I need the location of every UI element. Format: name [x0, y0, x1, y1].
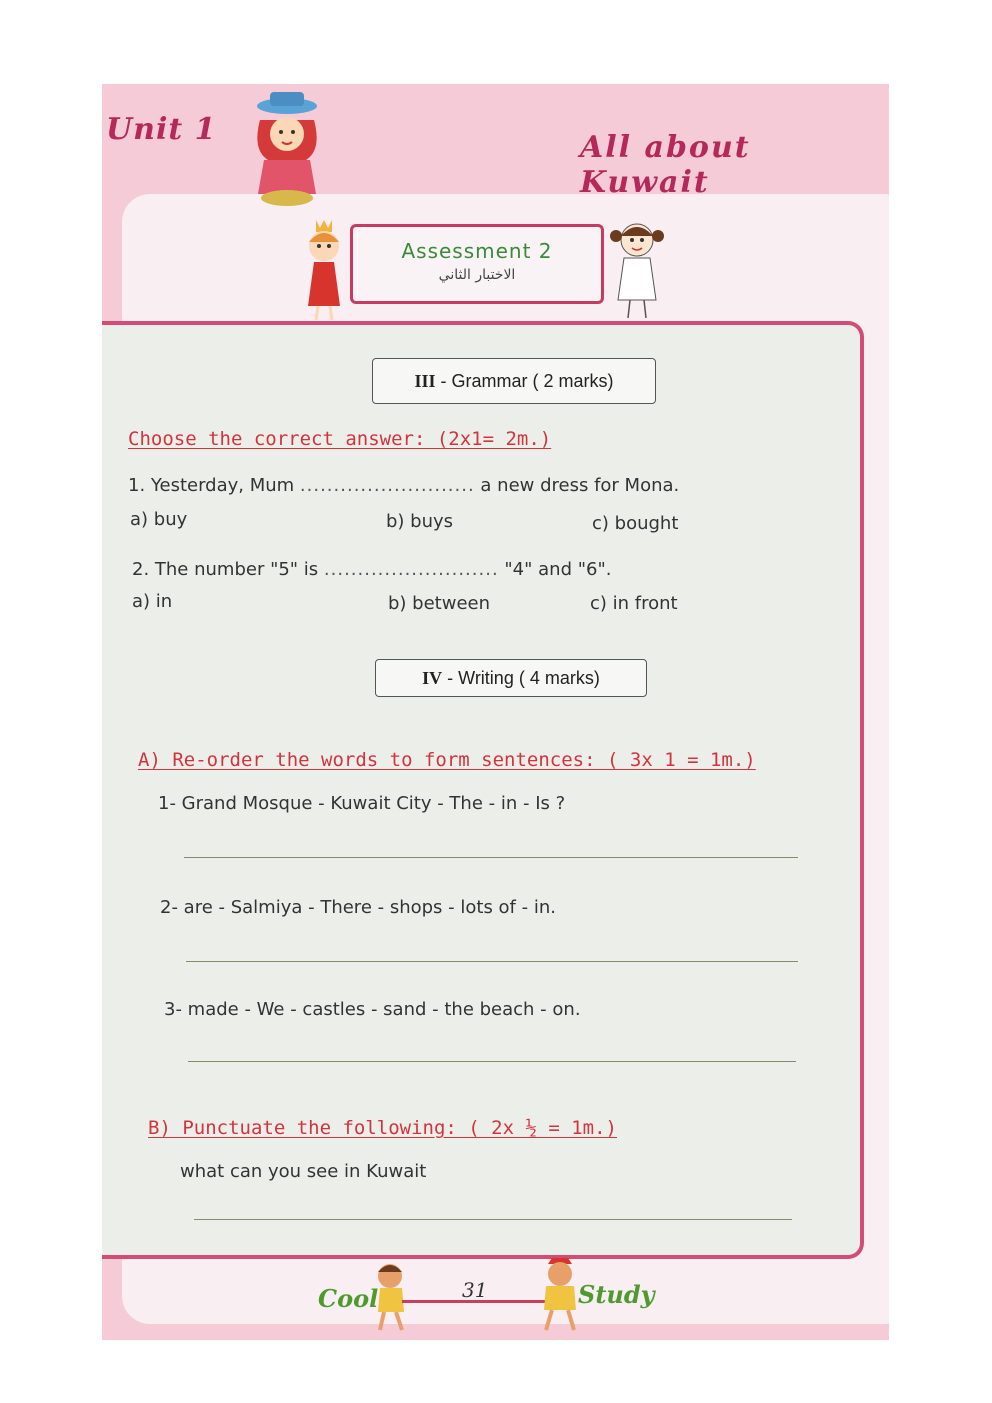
- grammar-roman: III: [414, 371, 436, 391]
- answer-line-1: [184, 857, 798, 858]
- reorder-item-1: 1- Grand Mosque - Kuwait City - The - in - Is ?: [158, 793, 566, 814]
- footer-right-text: Study: [578, 1280, 655, 1309]
- question-2: [132, 559, 611, 580]
- answer-line-2: [186, 961, 798, 962]
- writing-roman: IV: [422, 668, 443, 688]
- assessment-title: Assessment 2: [401, 239, 553, 263]
- question-2-blank: ..........................: [323, 559, 499, 580]
- question-1-option-a: a) buy: [130, 509, 188, 530]
- punctuate-sentence: what can you see in Kuwait: [180, 1161, 427, 1182]
- assessment-arabic-title: الاختبار الثاني: [438, 267, 516, 283]
- grammar-heading: - Grammar ( 2 marks): [435, 371, 614, 391]
- question-1-option-c: c) bought: [592, 513, 679, 534]
- assessment-panel: [102, 321, 864, 1259]
- question-2-suffix: "4" and "6".: [498, 559, 612, 580]
- grammar-section-heading: [372, 358, 656, 404]
- question-1-blank: ..........................: [299, 475, 475, 496]
- question-1-suffix: a new dress for Mona.: [474, 475, 680, 496]
- girl-hat-illustration: [242, 90, 332, 208]
- boy-left-illustration: [364, 1260, 420, 1334]
- reorder-instruction: A) Re-order the words to form sentences: ( 3x 1 = 1m.): [138, 749, 756, 771]
- question-1: [128, 475, 679, 496]
- worksheet-page: [102, 84, 889, 1340]
- question-1-prefix: 1. Yesterday, Mum: [128, 475, 300, 496]
- question-2-option-a: a) in: [132, 591, 173, 612]
- question-2-prefix: 2. The number "5" is: [132, 559, 324, 580]
- question-2-option-b: b) between: [388, 593, 491, 614]
- question-1-option-b: b) buys: [386, 511, 454, 532]
- footer-left-text: Cool: [318, 1284, 379, 1313]
- writing-section-heading: [375, 659, 647, 697]
- answer-line-4: [194, 1219, 792, 1220]
- answer-line-3: [188, 1061, 796, 1062]
- unit-label: Unit 1: [106, 112, 217, 147]
- reorder-item-2: 2- are - Salmiya - There - shops - lots of - in.: [160, 897, 556, 918]
- grammar-instruction: Choose the correct answer: (2x1= 2m.): [128, 428, 552, 450]
- question-2-option-c: c) in front: [590, 593, 678, 614]
- page-number: 31: [462, 1278, 488, 1302]
- punctuate-instruction: B) Punctuate the following: ( 2x ½ = 1m.): [148, 1117, 617, 1139]
- writing-heading: - Writing ( 4 marks): [442, 668, 600, 688]
- assessment-title-box: [350, 224, 604, 304]
- girl-crown-illustration: [294, 214, 354, 324]
- reorder-item-3: 3- made - We - castles - sand - the beach - on.: [164, 999, 581, 1020]
- unit-topic: All about Kuwait: [580, 130, 751, 200]
- girl-pigtails-illustration: [602, 214, 672, 324]
